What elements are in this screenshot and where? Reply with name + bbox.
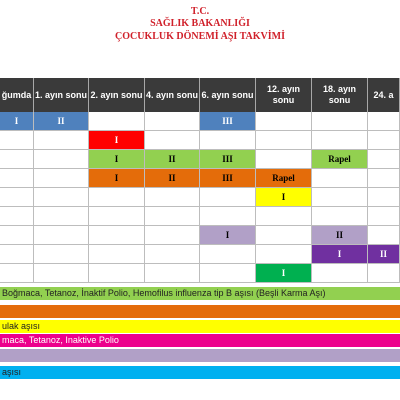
schedule-cell [256,207,312,226]
schedule-cell [34,226,89,245]
legend-row-4: maca, Tetanoz, Inaktive Polio [0,334,400,347]
schedule-cell [312,207,368,226]
schedule-cell: Rapel [256,169,312,188]
schedule-cell [312,264,368,283]
schedule-cell [145,245,200,264]
schedule-cell [89,245,145,264]
schedule-cell [368,226,400,245]
schedule-cell [256,112,312,131]
schedule-cell [0,226,34,245]
schedule-cell [0,264,34,283]
schedule-cell [200,207,256,226]
schedule-cell [89,226,145,245]
schedule-cell: I [0,112,34,131]
schedule-cell: I [256,264,312,283]
schedule-cell [200,131,256,150]
schedule-cell: I [312,245,368,264]
schedule-cell: I [89,131,145,150]
schedule-cell [0,131,34,150]
schedule-cell [368,150,400,169]
schedule-cell: III [200,169,256,188]
schedule-cell: II [145,169,200,188]
column-header-0: ğumda [0,78,34,112]
schedule-cell [34,150,89,169]
schedule-cell [0,245,34,264]
schedule-cell [34,245,89,264]
title-line-1: T.C. [190,6,210,17]
schedule-cell: II [145,150,200,169]
column-header-2: 2. ayın sonu [89,78,145,112]
schedule-cell: I [256,188,312,207]
schedule-cell [0,169,34,188]
schedule-cell [34,264,89,283]
schedule-cell [34,188,89,207]
schedule-cell [368,264,400,283]
schedule-cell [368,112,400,131]
schedule-cell [145,207,200,226]
schedule-cell [89,112,145,131]
title-line-2: SAĞLIK BAKANLIĞI [150,18,250,29]
schedule-cell [200,264,256,283]
column-header-6: 18. ayın sonu [312,78,368,112]
column-header-7: 24. a [368,78,400,112]
schedule-cell [89,207,145,226]
schedule-cell: III [200,112,256,131]
schedule-cell [312,188,368,207]
legend-row-5 [0,349,400,362]
schedule-cell [34,169,89,188]
legend-row-3: ulak aşısı [0,320,400,333]
schedule-cell [368,207,400,226]
schedule-cell [0,207,34,226]
column-header-3: 4. ayın sonu [145,78,200,112]
schedule-cell [368,131,400,150]
schedule-cell [312,112,368,131]
schedule-cell: II [368,245,400,264]
schedule-cell: I [200,226,256,245]
column-header-5: 12. ayın sonu [256,78,312,112]
schedule-cell [145,112,200,131]
schedule-cell [368,169,400,188]
schedule-cell [0,188,34,207]
schedule-cell [34,131,89,150]
column-header-4: 6. ayın sonu [200,78,256,112]
schedule-cell [200,245,256,264]
schedule-cell [256,245,312,264]
schedule-cell [256,150,312,169]
column-header-1: 1. ayın sonu [34,78,89,112]
schedule-cell: I [89,169,145,188]
schedule-cell: III [200,150,256,169]
schedule-cell [145,131,200,150]
schedule-cell: Rapel [312,150,368,169]
schedule-cell [312,131,368,150]
schedule-cell [256,131,312,150]
schedule-cell [89,264,145,283]
schedule-cell [145,188,200,207]
schedule-cell [312,169,368,188]
schedule-cell [145,264,200,283]
schedule-cell [34,207,89,226]
schedule-cell [200,188,256,207]
legend-row-1: Boğmaca, Tetanoz, İnaktif Polio, Hemofilus influenza tip B aşısı (Beşli Karma Aşı) [0,287,400,300]
legend-row-2 [0,305,400,318]
schedule-cell [89,188,145,207]
legend-row-6: aşısı [0,366,400,379]
schedule-cell [145,226,200,245]
schedule-cell: II [312,226,368,245]
schedule-cell [0,150,34,169]
schedule-cell: II [34,112,89,131]
schedule-cell [368,188,400,207]
schedule-cell [256,226,312,245]
schedule-cell: I [89,150,145,169]
title-line-3: ÇOCUKLUK DÖNEMİ AŞI TAKVİMİ [115,31,285,42]
